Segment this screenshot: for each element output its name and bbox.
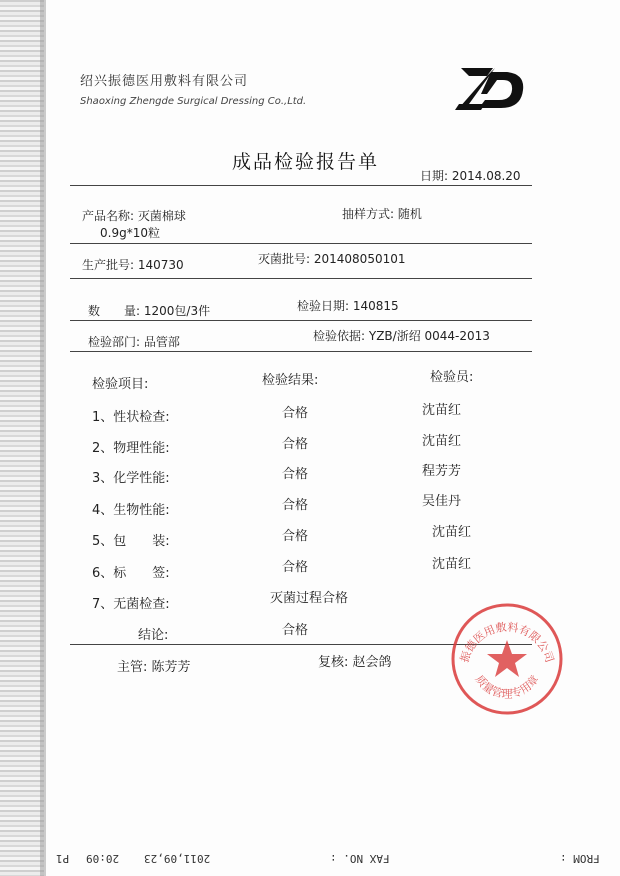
quantity-row [88,302,210,319]
inspect-date-value: 140815 [352,299,399,313]
dept-value: 品管部 [143,335,180,349]
basis-row [313,327,490,344]
row-item: 7、无菌检查: [92,597,170,612]
basis-label: 检验依据: [313,329,366,343]
product-name-row [82,207,186,224]
row-result: 合格 [282,560,309,575]
fax-from-label: FROM : [560,852,600,865]
inspect-date-label: 检验日期: [297,299,350,313]
row-inspector: 沈苗红 [422,434,462,449]
company-name-cn: 绍兴振德医用敷料有限公司 [80,74,249,89]
row-item: 1、性状检查: [92,410,170,425]
batch-row [82,256,184,273]
reviewer-label: 复核: [318,655,349,670]
sterile-batch-value: 201408050101 [313,252,406,266]
row-result: 合格 [282,498,309,513]
quantity-value: 1200包/3件 [143,304,211,318]
divider [70,185,532,186]
row-item: 4、生物性能: [92,503,170,518]
dept-label: 检验部门: [88,335,141,349]
scanner-edge-shadow [40,0,46,876]
row-inspector: 沈苗红 [432,525,472,540]
product-name-label: 产品名称: [82,209,135,223]
header-result: 检验结果: [262,373,319,388]
header-item: 检验项目: [92,377,149,392]
row-result: 合格 [282,437,309,452]
basis-value: YZB/浙绍 0044-2013 [368,329,490,343]
svg-text:质量管理专用章: 质量管理专用章 [472,672,542,701]
reviewer-value: 赵会鸽 [352,655,392,670]
reviewer-row [318,651,392,670]
row-result: 合格 [282,467,309,482]
supervisor-label: 主管: [117,660,148,675]
quantity-label: 数 量: [88,304,141,318]
batch-label: 生产批号: [82,258,135,272]
header-inspector: 检验员: [430,370,474,385]
divider [70,351,532,352]
row-item: 6、标 签: [92,566,170,581]
divider [70,278,532,279]
row-result: 合格 [282,529,309,544]
sterile-batch-row [258,250,406,267]
sampling-value: 随机 [397,207,422,221]
supervisor-row [117,656,191,675]
divider [70,320,532,321]
row-item: 3、化学性能: [92,471,170,486]
sampling-label: 抽样方式: [342,207,395,221]
supervisor-value: 陈芳芳 [151,660,191,675]
sterile-batch-label: 灭菌批号: [258,252,311,266]
row-inspector: 程芳芳 [422,464,462,479]
fax-time: 20:09 [86,852,120,865]
fax-footer [48,852,618,870]
sampling-row [342,205,422,222]
dept-row [88,333,180,350]
fax-number-label: FAX NO. : [330,852,390,865]
row-item: 5、包 装: [92,534,170,549]
scanner-edge [0,0,44,876]
batch-value: 140730 [137,258,184,272]
company-logo [455,64,527,112]
report-title: 成品检验报告单 [232,151,380,173]
row-result: 合格 [282,406,309,421]
row-item: 2、物理性能: [92,441,170,456]
row-result: 灭菌过程合格 [270,591,349,606]
company-name-en: Shaoxing Zhengde Surgical Dressing Co.,Ltd. [80,96,307,107]
inspect-date-row [297,297,399,314]
company-seal-stamp [448,600,566,718]
svg-text:振德医用敷料有限公司: 振德医用敷料有限公司 [457,620,557,665]
row-inspector: 沈苗红 [422,403,462,418]
divider [70,243,532,244]
fax-page: P1 [56,852,70,865]
conclusion-label: 结论: [138,628,169,643]
row-inspector: 沈苗红 [432,557,472,572]
product-name-value: 灭菌棉球 [137,209,186,223]
fax-date: 2011,09,23 [144,852,211,865]
product-spec: 0.9g*10粒 [100,226,160,240]
conclusion-value: 合格 [282,623,309,638]
report-date: 日期: 2014.08.20 [420,169,521,183]
row-inspector: 吴佳丹 [422,494,462,509]
